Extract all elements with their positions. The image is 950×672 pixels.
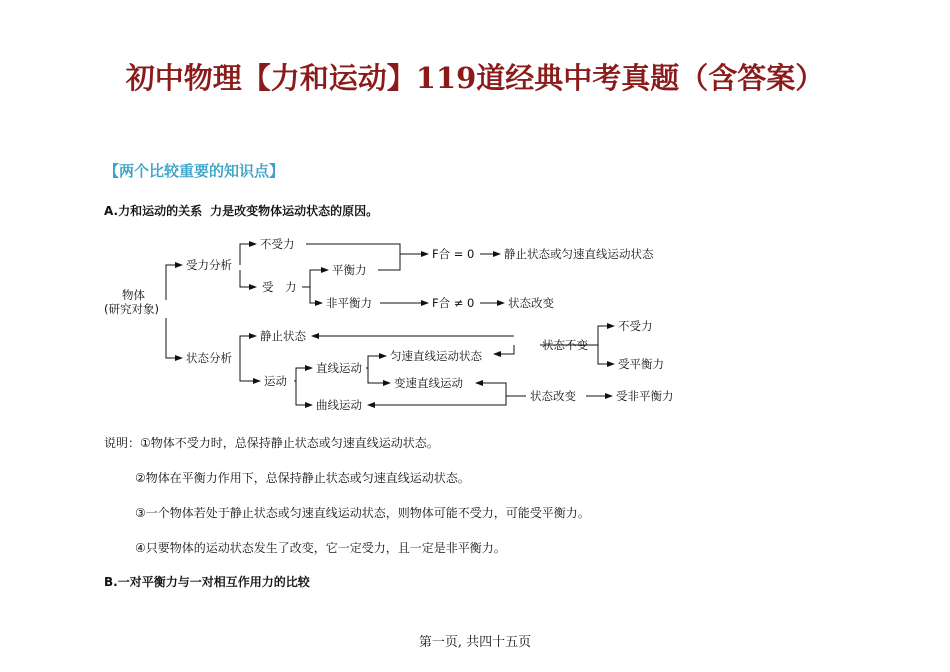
result-no-force-node: 不受力 [618,319,653,333]
net-force-zero-node: F合 = 0 [432,247,475,261]
note-3: ③一个物体若处于静止状态或匀速直线运动状态，则物体可能不受力，可能受平衡力。 [135,506,590,520]
force-analysis-node: 受力分析 [186,258,232,272]
state-changed-node: 状态改变 [508,296,554,310]
unbalanced-force-node: 非平衡力 [326,296,372,310]
point-a-label: A.力和运动的关系 [104,204,203,218]
uniform-linear-node: 匀速直线运动状态 [390,349,482,363]
document-title: 初中物理【力和运动】119道经典中考真题（含答案） [125,61,825,95]
root-label: 物体 [122,288,145,302]
variable-linear-node: 变速直线运动 [394,376,463,390]
static-or-uniform-node: 静止状态或匀速直线运动状态 [504,247,654,261]
result-unbalanced-node: 受非平衡力 [616,389,674,403]
point-a-text: 力是改变物体运动状态的原因。 [210,204,379,218]
point-b: B.一对平衡力与一对相互作用力的比较 [104,575,310,589]
under-force-node: 受 力 [262,280,297,294]
curved-motion-node: 曲线运动 [316,398,362,412]
section-heading: 【两个比较重要的知识点】 [104,162,285,180]
note-2: ②物体在平衡力作用下，总保持静止状态或匀速直线运动状态。 [135,471,470,485]
net-force-nonzero-node: F合 ≠ 0 [432,296,475,310]
root-sub-label: (研究对象) [104,302,159,316]
note-4: ④只要物体的运动状态发生了改变，它一定受力，且一定是非平衡力。 [135,541,506,555]
note-1: 说明：①物体不受力时，总保持静止状态或匀速直线运动状态。 [104,436,439,450]
balanced-force-node: 平衡力 [332,263,367,277]
linear-motion-node: 直线运动 [316,361,362,375]
motion-node: 运动 [264,374,287,388]
no-force-node: 不受力 [260,237,295,251]
state-unchanged-node: 状态不变 [542,338,588,352]
state-analysis-node: 状态分析 [186,351,232,365]
page-footer: 第一页, 共四十五页 [418,635,532,650]
state-changed-node-2: 状态改变 [530,389,576,403]
static-state-node: 静止状态 [260,329,306,343]
result-balanced-node: 受平衡力 [618,357,664,371]
